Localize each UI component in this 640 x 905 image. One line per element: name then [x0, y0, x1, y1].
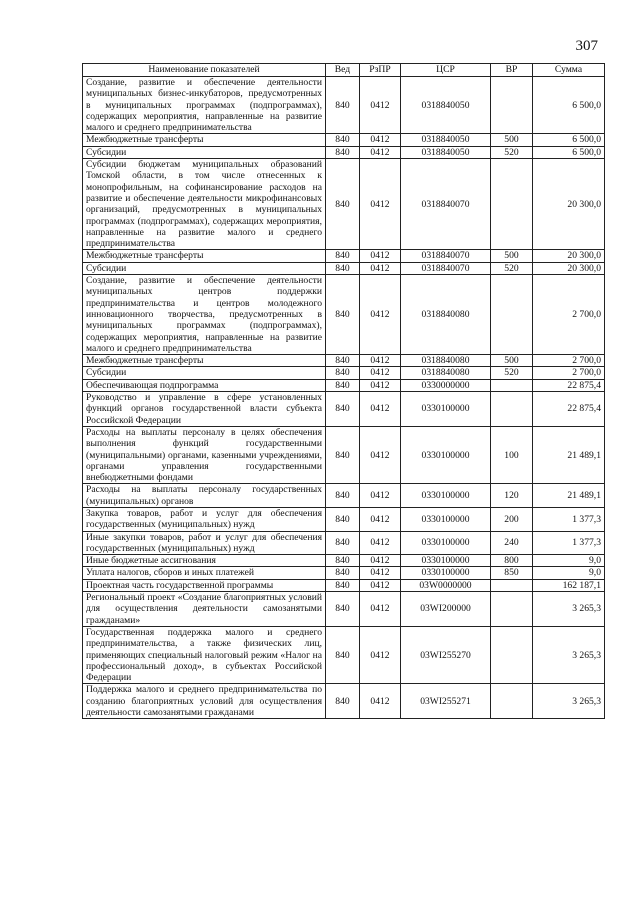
- name-cell: Обеспечивающая подпрограмма: [83, 379, 326, 391]
- ved-cell: 840: [326, 579, 360, 591]
- name-cell: Субсидии: [83, 146, 326, 158]
- name-cell: Межбюджетные трансферты: [83, 134, 326, 146]
- sum-cell: 2 700,0: [533, 275, 605, 355]
- sum-cell: 22 875,4: [533, 392, 605, 427]
- sum-cell: 20 300,0: [533, 159, 605, 250]
- name-cell: Региональный проект «Создание благоприятных условий для осуществления деятельности самозанятыми гражданами»: [83, 592, 326, 627]
- csr-cell: 0318840050: [401, 146, 491, 158]
- rzpr-cell: 0412: [360, 250, 401, 262]
- name-cell: Субсидии: [83, 367, 326, 379]
- rzpr-cell: 0412: [360, 379, 401, 391]
- sum-cell: 3 265,3: [533, 626, 605, 683]
- sum-cell: 6 500,0: [533, 77, 605, 134]
- csr-cell: 0330100000: [401, 484, 491, 508]
- table-row: [83, 426, 605, 483]
- csr-cell: 0330100000: [401, 567, 491, 579]
- sum-cell: 2 700,0: [533, 367, 605, 379]
- vr-cell: [491, 379, 533, 391]
- rzpr-cell: 0412: [360, 275, 401, 355]
- rzpr-cell: 0412: [360, 262, 401, 274]
- table-row: [83, 355, 605, 367]
- rzpr-cell: 0412: [360, 555, 401, 567]
- header-sum: Сумма: [533, 64, 605, 77]
- csr-cell: 0318840070: [401, 262, 491, 274]
- rzpr-cell: 0412: [360, 367, 401, 379]
- table-row: [83, 626, 605, 683]
- csr-cell: 0318840080: [401, 355, 491, 367]
- table-row: [83, 684, 605, 719]
- name-cell: Иные бюджетные ассигнования: [83, 555, 326, 567]
- ved-cell: 840: [326, 250, 360, 262]
- vr-cell: 500: [491, 250, 533, 262]
- vr-cell: 200: [491, 507, 533, 531]
- page-number: 307: [575, 38, 598, 54]
- table-row: [83, 146, 605, 158]
- csr-cell: 0330100000: [401, 531, 491, 555]
- vr-cell: 850: [491, 567, 533, 579]
- rzpr-cell: 0412: [360, 507, 401, 531]
- rzpr-cell: 0412: [360, 484, 401, 508]
- rzpr-cell: 0412: [360, 392, 401, 427]
- vr-cell: 500: [491, 355, 533, 367]
- table-row: [83, 159, 605, 250]
- rzpr-cell: 0412: [360, 567, 401, 579]
- table-row: [83, 507, 605, 531]
- table-row: [83, 392, 605, 427]
- sum-cell: 162 187,1: [533, 579, 605, 591]
- rzpr-cell: 0412: [360, 426, 401, 483]
- table-row: [83, 555, 605, 567]
- ved-cell: 840: [326, 146, 360, 158]
- sum-cell: 6 500,0: [533, 134, 605, 146]
- name-cell: Руководство и управление в сфере установленных функций органов государственной власти субъекта Российской Федерации: [83, 392, 326, 427]
- csr-cell: 0318840050: [401, 77, 491, 134]
- csr-cell: 03WI255271: [401, 684, 491, 719]
- name-cell: Создание, развитие и обеспечение деятельности муниципальных центров поддержки предпринимательства и центров молодежного инновационного творчества, предусмотренных в муниципальных программах (подпрограммах), содержащих мероприятия, направленные на развитие малого и среднего предпринимательства: [83, 275, 326, 355]
- table-row: [83, 262, 605, 274]
- csr-cell: 03W0000000: [401, 579, 491, 591]
- rzpr-cell: 0412: [360, 355, 401, 367]
- name-cell: Государственная поддержка малого и среднего предпринимательства, а также физических лиц, применяющих специальный налоговый режим «Налог на профессиональный доход», в субъектах Российской Федерации: [83, 626, 326, 683]
- vr-cell: 800: [491, 555, 533, 567]
- ved-cell: 840: [326, 567, 360, 579]
- ved-cell: 840: [326, 159, 360, 250]
- csr-cell: 03WI255270: [401, 626, 491, 683]
- name-cell: Иные закупки товаров, работ и услуг для обеспечения государственных (муниципальных) нужд: [83, 531, 326, 555]
- budget-table: [82, 63, 605, 719]
- csr-cell: 03WI200000: [401, 592, 491, 627]
- table-row: [83, 484, 605, 508]
- vr-cell: 100: [491, 426, 533, 483]
- name-cell: Поддержка малого и среднего предпринимательства по созданию благоприятных условий для осуществления деятельности самозанятыми гражданами: [83, 684, 326, 719]
- rzpr-cell: 0412: [360, 626, 401, 683]
- ved-cell: 840: [326, 626, 360, 683]
- table-row: [83, 250, 605, 262]
- sum-cell: 21 489,1: [533, 426, 605, 483]
- csr-cell: 0318840050: [401, 134, 491, 146]
- header-csr: ЦСР: [401, 64, 491, 77]
- vr-cell: 520: [491, 367, 533, 379]
- table-row: [83, 567, 605, 579]
- csr-cell: 0330100000: [401, 426, 491, 483]
- vr-cell: 520: [491, 262, 533, 274]
- table-row: [83, 379, 605, 391]
- vr-cell: [491, 77, 533, 134]
- name-cell: Субсидии: [83, 262, 326, 274]
- table-header-row: [83, 64, 605, 77]
- ved-cell: 840: [326, 484, 360, 508]
- rzpr-cell: 0412: [360, 579, 401, 591]
- ved-cell: 840: [326, 355, 360, 367]
- sum-cell: 21 489,1: [533, 484, 605, 508]
- sum-cell: 22 875,4: [533, 379, 605, 391]
- name-cell: Уплата налогов, сборов и иных платежей: [83, 567, 326, 579]
- name-cell: Расходы на выплаты персоналу в целях обеспечения выполнения функций государственными (муниципальными) органами, казенными учреждениями, органами управления государственными внебюджетными фондами: [83, 426, 326, 483]
- vr-cell: [491, 579, 533, 591]
- sum-cell: 2 700,0: [533, 355, 605, 367]
- vr-cell: [491, 159, 533, 250]
- vr-cell: 240: [491, 531, 533, 555]
- vr-cell: [491, 684, 533, 719]
- ved-cell: 840: [326, 507, 360, 531]
- sum-cell: 1 377,3: [533, 507, 605, 531]
- csr-cell: 0330100000: [401, 392, 491, 427]
- name-cell: Создание, развитие и обеспечение деятельности муниципальных бизнес-инкубаторов, предусмотренных в муниципальных программах (подпрограммах), содержащих мероприятия, направленные на развитие малого и среднего предпринимательства: [83, 77, 326, 134]
- name-cell: Расходы на выплаты персоналу государственных (муниципальных) органов: [83, 484, 326, 508]
- ved-cell: 840: [326, 262, 360, 274]
- table-row: [83, 367, 605, 379]
- ved-cell: 840: [326, 367, 360, 379]
- ved-cell: 840: [326, 379, 360, 391]
- csr-cell: 0318840080: [401, 275, 491, 355]
- table-row: [83, 579, 605, 591]
- vr-cell: 500: [491, 134, 533, 146]
- ved-cell: 840: [326, 555, 360, 567]
- csr-cell: 0318840070: [401, 159, 491, 250]
- csr-cell: 0318840070: [401, 250, 491, 262]
- csr-cell: 0318840080: [401, 367, 491, 379]
- rzpr-cell: 0412: [360, 77, 401, 134]
- ved-cell: 840: [326, 77, 360, 134]
- ved-cell: 840: [326, 531, 360, 555]
- vr-cell: [491, 592, 533, 627]
- table-row: [83, 592, 605, 627]
- sum-cell: 20 300,0: [533, 262, 605, 274]
- vr-cell: [491, 392, 533, 427]
- header-rzpr: РзПР: [360, 64, 401, 77]
- table-row: [83, 134, 605, 146]
- name-cell: Проектная часть государственной программы: [83, 579, 326, 591]
- table-body: [83, 77, 605, 719]
- sum-cell: 6 500,0: [533, 146, 605, 158]
- rzpr-cell: 0412: [360, 159, 401, 250]
- vr-cell: 120: [491, 484, 533, 508]
- header-ved: Вед: [326, 64, 360, 77]
- ved-cell: 840: [326, 275, 360, 355]
- header-vr: ВР: [491, 64, 533, 77]
- sum-cell: 3 265,3: [533, 684, 605, 719]
- csr-cell: 0330100000: [401, 507, 491, 531]
- rzpr-cell: 0412: [360, 146, 401, 158]
- ved-cell: 840: [326, 684, 360, 719]
- rzpr-cell: 0412: [360, 134, 401, 146]
- ved-cell: 840: [326, 134, 360, 146]
- name-cell: Межбюджетные трансферты: [83, 250, 326, 262]
- csr-cell: 0330100000: [401, 555, 491, 567]
- vr-cell: [491, 626, 533, 683]
- vr-cell: 520: [491, 146, 533, 158]
- csr-cell: 0330000000: [401, 379, 491, 391]
- table-row: [83, 275, 605, 355]
- sum-cell: 1 377,3: [533, 531, 605, 555]
- sum-cell: 20 300,0: [533, 250, 605, 262]
- vr-cell: [491, 275, 533, 355]
- name-cell: Закупка товаров, работ и услуг для обеспечения государственных (муниципальных) нужд: [83, 507, 326, 531]
- rzpr-cell: 0412: [360, 684, 401, 719]
- name-cell: Межбюджетные трансферты: [83, 355, 326, 367]
- sum-cell: 3 265,3: [533, 592, 605, 627]
- table-row: [83, 531, 605, 555]
- sum-cell: 9,0: [533, 567, 605, 579]
- rzpr-cell: 0412: [360, 592, 401, 627]
- ved-cell: 840: [326, 592, 360, 627]
- rzpr-cell: 0412: [360, 531, 401, 555]
- ved-cell: 840: [326, 426, 360, 483]
- ved-cell: 840: [326, 392, 360, 427]
- name-cell: Субсидии бюджетам муниципальных образований Томской области, в том числе отнесенных к монопрофильным, на софинансирование расходов на развитие и обеспечение деятельности микрофинансовых организаций, предусмотренных в муниципальных программах (подпрограммах), содержащих мероприятия, направленные на развитие малого и среднего предпринимательства: [83, 159, 326, 250]
- table-row: [83, 77, 605, 134]
- sum-cell: 9,0: [533, 555, 605, 567]
- header-name: Наименование показателей: [83, 64, 326, 77]
